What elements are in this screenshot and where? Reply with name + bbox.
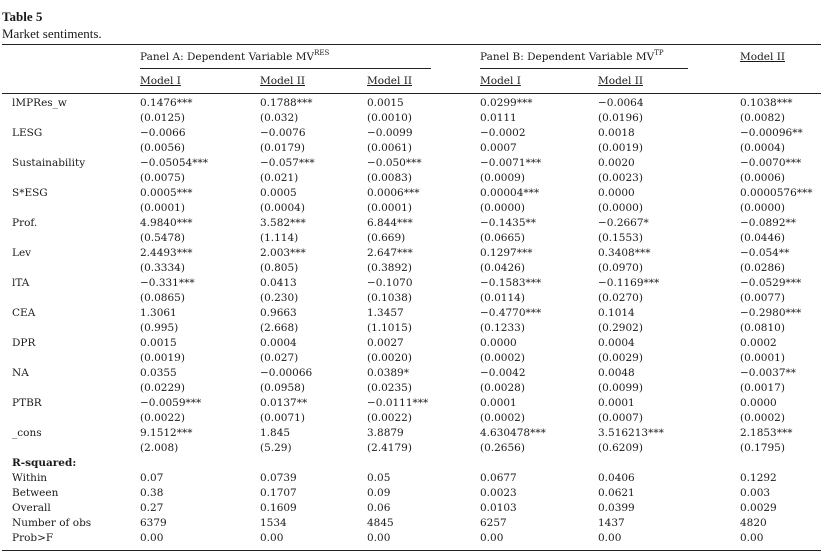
coef-cell: −0.0070***	[740, 157, 802, 169]
coef-cell: 3.8879	[367, 427, 404, 439]
se-cell: (0.0970)	[598, 262, 643, 274]
stat-cell: 0.0029	[740, 502, 777, 514]
coef-cell: 0.0020	[598, 157, 635, 169]
se-cell: (0.0125)	[140, 112, 185, 124]
se-cell: (0.0001)	[140, 202, 185, 214]
stat-cell: 0.00	[480, 532, 504, 544]
se-cell: (0.0229)	[140, 382, 185, 394]
coef-cell: 4.630478***	[480, 427, 546, 439]
se-cell: (0.032)	[260, 112, 299, 124]
stat-cell: 6257	[480, 517, 507, 529]
se-cell: 0.0007	[480, 142, 517, 154]
se-cell: (0.230)	[260, 292, 299, 304]
panel-b-header	[480, 51, 664, 64]
stat-cell: 0.07	[140, 472, 164, 484]
stat-cell: 0.0739	[260, 472, 297, 484]
row-label: _cons	[12, 427, 42, 439]
coef-cell: −0.057***	[260, 157, 315, 169]
se-cell: (0.0270)	[598, 292, 643, 304]
se-cell: (0.0028)	[480, 382, 525, 394]
coef-cell: 0.0048	[598, 367, 635, 379]
coef-cell: −0.4770***	[480, 307, 542, 319]
coef-cell: 0.0015	[140, 337, 177, 349]
stat-label: Between	[12, 487, 59, 499]
coef-cell: 3.516213***	[598, 427, 664, 439]
coef-cell: 0.0001	[480, 397, 517, 409]
se-cell: (1.1015)	[367, 322, 412, 334]
coef-cell: 0.0413	[260, 277, 297, 289]
stat-cell: 0.0677	[480, 472, 517, 484]
coef-cell: 0.0015	[367, 97, 404, 109]
se-cell: (0.027)	[260, 352, 299, 364]
coef-cell: −0.00096**	[740, 127, 803, 139]
coef-cell: 2.1853***	[740, 427, 793, 439]
coef-cell: 0.1788***	[260, 97, 313, 109]
se-cell: (0.0000)	[740, 202, 785, 214]
coef-cell: −0.0059***	[140, 397, 202, 409]
stat-cell: 6379	[140, 517, 167, 529]
coef-cell: 0.0005***	[140, 187, 193, 199]
model-header: Model II	[260, 75, 305, 87]
coef-cell: 0.00004***	[480, 187, 540, 199]
se-cell: (0.0061)	[367, 142, 412, 154]
coef-cell: −0.0064	[598, 97, 644, 109]
se-cell: (0.0179)	[260, 142, 305, 154]
coef-cell: −0.0111***	[367, 397, 429, 409]
header-rule	[2, 93, 821, 94]
panel-c-header: Model II	[740, 51, 785, 63]
coef-cell: −0.2667*	[598, 217, 649, 229]
se-cell: (0.0075)	[140, 172, 185, 184]
se-cell: (0.0002)	[480, 412, 525, 424]
se-cell: (0.0665)	[480, 232, 525, 244]
panel-b-sup: TP	[654, 49, 664, 57]
se-cell: (0.0023)	[598, 172, 643, 184]
se-cell: (0.0099)	[598, 382, 643, 394]
se-cell: (0.0000)	[598, 202, 643, 214]
se-cell: (0.0020)	[367, 352, 412, 364]
coef-cell: 0.0004	[598, 337, 635, 349]
se-cell: (0.2902)	[598, 322, 643, 334]
coef-cell: −0.1070	[367, 277, 413, 289]
panel-a-header	[140, 51, 329, 64]
se-cell: (0.0006)	[740, 172, 785, 184]
coef-cell: −0.331***	[140, 277, 195, 289]
bottom-rule	[2, 550, 821, 551]
coef-cell: 0.0299***	[480, 97, 533, 109]
coef-cell: 0.0000576***	[740, 187, 813, 199]
stat-label: Prob>F	[12, 532, 54, 544]
coef-cell: 6.844***	[367, 217, 413, 229]
se-cell: (0.0196)	[598, 112, 643, 124]
stat-cell: 0.0023	[480, 487, 517, 499]
stat-label: Within	[12, 472, 48, 484]
coef-cell: 0.1297***	[480, 247, 533, 259]
se-cell: (0.0001)	[740, 352, 785, 364]
se-cell: (0.0077)	[740, 292, 785, 304]
panel-b-rule	[480, 68, 688, 69]
se-cell: (0.0009)	[480, 172, 525, 184]
coef-cell: 0.1038***	[740, 97, 793, 109]
model-header: Model II	[367, 75, 412, 87]
stat-cell: 0.06	[367, 502, 391, 514]
row-label: Prof.	[12, 217, 38, 229]
coef-cell: −0.2980***	[740, 307, 802, 319]
coef-cell: 0.0000	[480, 337, 517, 349]
stat-cell: 1437	[598, 517, 625, 529]
se-cell: (0.0426)	[480, 262, 525, 274]
se-cell: (0.0010)	[367, 112, 412, 124]
coef-cell: −0.0099	[367, 127, 413, 139]
se-cell: (0.0017)	[740, 382, 785, 394]
stat-cell: 0.00	[367, 532, 391, 544]
stat-label: Number of obs	[12, 517, 92, 529]
coef-cell: 0.0004	[260, 337, 297, 349]
row-label: S*ESG	[12, 187, 48, 199]
row-label: CEA	[12, 307, 36, 319]
se-cell: (0.0286)	[740, 262, 785, 274]
coef-cell: 0.1014	[598, 307, 635, 319]
row-label: LESG	[12, 127, 43, 139]
coef-cell: −0.0002	[480, 127, 526, 139]
stat-cell: 0.00	[260, 532, 284, 544]
coef-cell: 0.0355	[140, 367, 177, 379]
coef-cell: −0.0066	[140, 127, 186, 139]
stat-cell: 0.05	[367, 472, 391, 484]
coef-cell: 4.9840***	[140, 217, 193, 229]
coef-cell: −0.00066	[260, 367, 313, 379]
coef-cell: 3.582***	[260, 217, 306, 229]
se-cell: (0.2656)	[480, 442, 525, 454]
se-cell: (0.0001)	[367, 202, 412, 214]
se-cell: (0.0083)	[367, 172, 412, 184]
row-label: Lev	[12, 247, 32, 259]
se-cell: (0.1795)	[740, 442, 785, 454]
coef-cell: 0.0018	[598, 127, 635, 139]
coef-cell: −0.05054***	[140, 157, 208, 169]
panel-a-sup: RES	[314, 49, 330, 57]
se-cell: (0.0082)	[740, 112, 785, 124]
coef-cell: −0.054**	[740, 247, 790, 259]
se-cell: (0.3334)	[140, 262, 185, 274]
coef-cell: −0.0037**	[740, 367, 797, 379]
panel-a-prefix: Panel A: Dependent Variable MV	[140, 51, 315, 63]
coef-cell: 0.3408***	[598, 247, 651, 259]
coef-cell: 0.0137**	[260, 397, 308, 409]
stat-label: Overall	[12, 502, 51, 514]
coef-cell: −0.0071***	[480, 157, 542, 169]
coef-cell: 1.3457	[367, 307, 404, 319]
row-label: NA	[12, 367, 29, 379]
coef-cell: 1.3061	[140, 307, 177, 319]
se-cell: (0.1038)	[367, 292, 412, 304]
coef-cell: 0.0000	[740, 397, 777, 409]
table-caption: Market sentiments.	[2, 26, 102, 41]
se-cell: 0.0111	[480, 112, 517, 124]
panel-a-rule	[140, 68, 431, 69]
coef-cell: 2.003***	[260, 247, 306, 259]
coef-cell: −0.1583***	[480, 277, 542, 289]
stat-cell: 0.09	[367, 487, 391, 499]
stat-cell: 0.1707	[260, 487, 297, 499]
se-cell: (0.0004)	[740, 142, 785, 154]
coef-cell: 0.9663	[260, 307, 297, 319]
se-cell: (0.0029)	[598, 352, 643, 364]
se-cell: (0.0022)	[367, 412, 412, 424]
table-title: Table 5	[2, 9, 43, 24]
se-cell: (2.4179)	[367, 442, 412, 454]
coef-cell: 0.0006***	[367, 187, 420, 199]
coef-cell: 0.0002	[740, 337, 777, 349]
stat-cell: 1534	[260, 517, 287, 529]
se-cell: (0.0810)	[740, 322, 785, 334]
se-cell: (1.114)	[260, 232, 299, 244]
stat-cell: 0.0406	[598, 472, 635, 484]
coef-cell: 0.0001	[598, 397, 635, 409]
se-cell: (0.0865)	[140, 292, 185, 304]
stat-cell: 0.00	[740, 532, 764, 544]
model-header: Model I	[480, 75, 521, 87]
se-cell: (0.0958)	[260, 382, 305, 394]
se-cell: (0.5478)	[140, 232, 185, 244]
coef-cell: 0.0000	[598, 187, 635, 199]
se-cell: (0.3892)	[367, 262, 412, 274]
coef-cell: 1.845	[260, 427, 291, 439]
se-cell: (0.0071)	[260, 412, 305, 424]
stat-cell: 0.00	[598, 532, 622, 544]
se-cell: (0.0002)	[480, 352, 525, 364]
coef-cell: −0.0042	[480, 367, 526, 379]
coef-cell: 0.0027	[367, 337, 404, 349]
se-cell: (0.669)	[367, 232, 406, 244]
stat-cell: 0.0399	[598, 502, 635, 514]
panel-b-prefix: Panel B: Dependent Variable MV	[480, 51, 655, 63]
stat-cell: 4845	[367, 517, 394, 529]
coef-cell: 0.0389*	[367, 367, 409, 379]
stat-cell: 0.27	[140, 502, 164, 514]
se-cell: (0.021)	[260, 172, 299, 184]
se-cell: (0.805)	[260, 262, 299, 274]
coef-cell: −0.1435**	[480, 217, 537, 229]
stat-cell: 0.00	[140, 532, 164, 544]
se-cell: (0.0056)	[140, 142, 185, 154]
se-cell: (0.0114)	[480, 292, 525, 304]
row-label: DPR	[12, 337, 36, 349]
coef-cell: 0.1476***	[140, 97, 193, 109]
se-cell: (0.1553)	[598, 232, 643, 244]
coef-cell: 9.1512***	[140, 427, 193, 439]
se-cell: (0.0022)	[140, 412, 185, 424]
coef-cell: 2.647***	[367, 247, 413, 259]
coef-cell: −0.0529***	[740, 277, 802, 289]
se-cell: (0.995)	[140, 322, 179, 334]
se-cell: (0.0019)	[598, 142, 643, 154]
stat-cell: 0.003	[740, 487, 771, 499]
se-cell: (0.1233)	[480, 322, 525, 334]
row-label: lMPRes_w	[12, 97, 67, 109]
coef-cell: 0.0005	[260, 187, 297, 199]
stat-cell: 0.1609	[260, 502, 297, 514]
row-label: PTBR	[12, 397, 42, 409]
se-cell: (0.0002)	[740, 412, 785, 424]
stat-cell: 4820	[740, 517, 767, 529]
coef-cell: −0.0892**	[740, 217, 797, 229]
stat-cell: 0.1292	[740, 472, 777, 484]
r-squared-heading: R-squared:	[12, 457, 77, 469]
top-rule	[2, 44, 821, 45]
se-cell: (0.0000)	[480, 202, 525, 214]
stat-cell: 0.38	[140, 487, 164, 499]
se-cell: (0.0446)	[740, 232, 785, 244]
se-cell: (0.0019)	[140, 352, 185, 364]
model-header: Model II	[598, 75, 643, 87]
se-cell: (0.6209)	[598, 442, 643, 454]
se-cell: (0.0004)	[260, 202, 305, 214]
se-cell: (5.29)	[260, 442, 292, 454]
model-header: Model I	[140, 75, 181, 87]
row-label: Sustainability	[12, 157, 86, 169]
row-label: lTA	[12, 277, 30, 289]
coef-cell: −0.0076	[260, 127, 306, 139]
stat-cell: 0.0621	[598, 487, 635, 499]
se-cell: (2.668)	[260, 322, 299, 334]
coef-cell: −0.1169***	[598, 277, 660, 289]
se-cell: (0.0007)	[598, 412, 643, 424]
coef-cell: 2.4493***	[140, 247, 193, 259]
coef-cell: −0.050***	[367, 157, 422, 169]
se-cell: (2.008)	[140, 442, 179, 454]
se-cell: (0.0235)	[367, 382, 412, 394]
stat-cell: 0.0103	[480, 502, 517, 514]
